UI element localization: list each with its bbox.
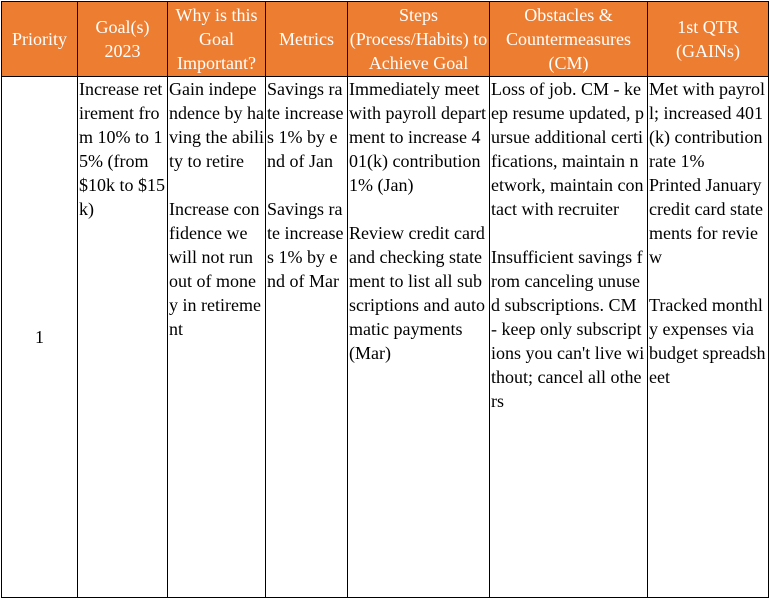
header-first-quarter: 1st QTR (GAINs) (648, 2, 769, 77)
steps-cell (348, 77, 490, 598)
header-steps: Steps (Process/Habits) to Achieve Goal (348, 2, 490, 77)
goals-table (1, 1, 769, 598)
why-text-1: Gain independence by having the ability to retire (169, 79, 264, 171)
header-priority: Priority (2, 2, 78, 77)
metric-text-2: Savings rate increases 1% by end of Mar (267, 199, 344, 291)
header-goals: Goal(s) 2023 (78, 2, 168, 77)
step-text-1: Immediately meet with payroll department to increase 401(k) contribution 1% (Jan) (349, 79, 486, 195)
header-metrics: Metrics (266, 2, 348, 77)
why-text-2: Increase confidence we will not run out of money in retirement (169, 199, 261, 339)
table-row (2, 77, 769, 598)
obstacles-cell (490, 77, 648, 598)
step-text-2: Review credit card and checking statement to list all subscriptions and automatic payments (Mar) (349, 223, 485, 363)
qtr-text-2: Printed January credit card statements for review (649, 175, 763, 267)
header-row (2, 2, 769, 77)
obstacle-text-2: Insufficient savings from canceling unused subscriptions. CM - keep only subscriptions you can't live without; cancel all others (491, 247, 645, 411)
qtr-text-1: Met with payroll; increased 401(k) contribution rate 1% (649, 79, 765, 171)
priority-cell: 1 (2, 77, 78, 598)
first-quarter-cell (648, 77, 769, 598)
header-obstacles: Obstacles & Countermeasures (CM) (490, 2, 648, 77)
metric-text-1: Savings rate increases 1% by end of Jan (267, 79, 344, 171)
why-cell (168, 77, 266, 598)
obstacle-text-1: Loss of job. CM - keep resume updated, pursue additional certifications, maintain network, maintain contact with recruiter (491, 79, 644, 219)
qtr-text-3: Tracked monthly expenses via budget spreadsheet (649, 295, 766, 387)
metrics-cell (266, 77, 348, 598)
goal-cell: Increase retirement from 10% to 15% (from $10k to $15k) (78, 77, 168, 598)
header-why: Why is this Goal Important? (168, 2, 266, 77)
